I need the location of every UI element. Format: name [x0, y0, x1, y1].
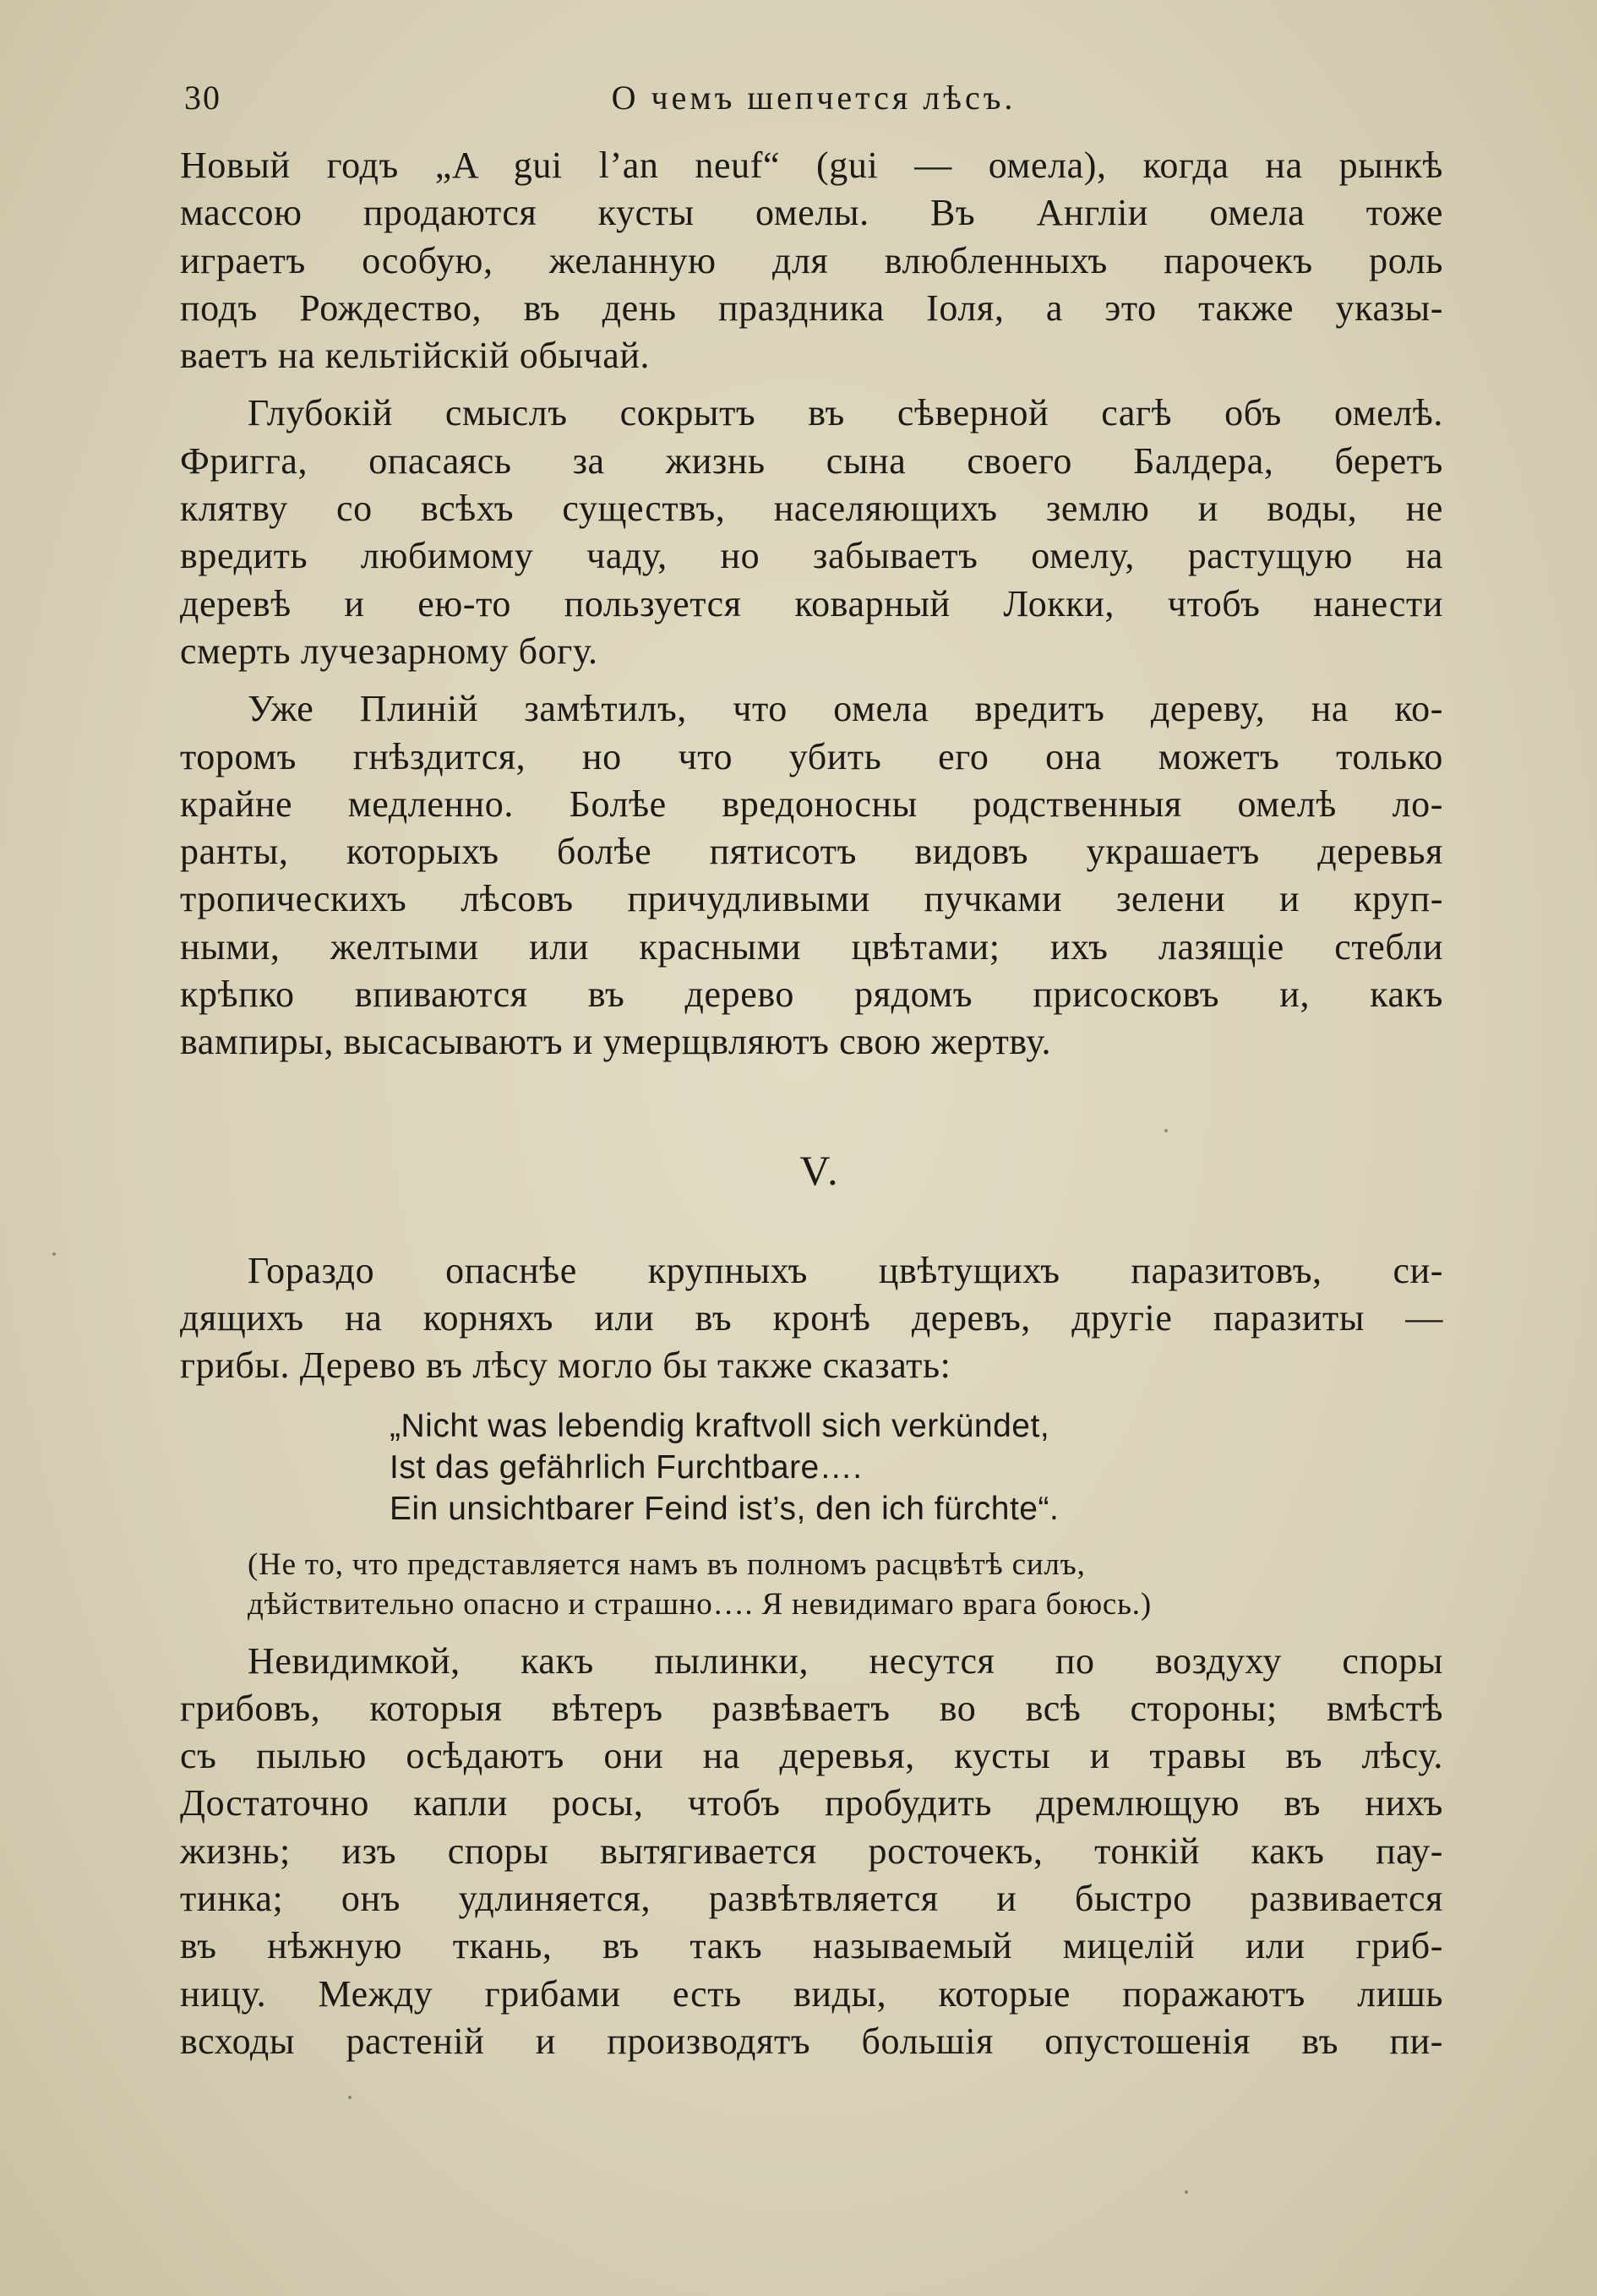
paragraph-northern-saga — [180, 390, 1443, 675]
text-line: съ пылью осѣдаютъ они на деревья, кусты и травы въ лѣсу. — [180, 1735, 1443, 1777]
running-title: О чемъ шепчется лѣсъ. — [611, 79, 1017, 117]
poem-line: „Nicht was lebendig kraftvoll sich verkündet, — [390, 1407, 1050, 1444]
text-line: Невидимкой, какъ пылинки, несутся по воздуху споры — [248, 1639, 1443, 1682]
paper-speck — [1164, 1129, 1168, 1132]
translation-line: (Не то, что представляется намъ въ полномъ расцвѣтѣ силъ, — [248, 1546, 1086, 1582]
body-text — [180, 142, 1443, 2065]
text-line: жизнь; изъ споры вытягивается росточекъ, тонкій какъ пау- — [180, 1830, 1443, 1872]
text-line: деревѣ и ею-то пользуется коварный Локки, чтобъ нанести — [180, 582, 1443, 624]
page-header — [184, 78, 1443, 128]
text-line: крайне медленно. Болѣе вредоносны родственныя омелѣ ло- — [180, 783, 1443, 825]
paper-speck — [1185, 2190, 1188, 2194]
text-line: подъ Рождество, въ день праздника Іоля, а это также указы- — [180, 286, 1443, 329]
paper-speck — [348, 2096, 352, 2099]
text-line: Глубокій смыслъ сокрытъ въ сѣверной сагѣ объ омелѣ. — [248, 392, 1443, 434]
page-number: 30 — [184, 79, 221, 117]
paragraph-fungi-intro — [180, 1247, 1443, 1390]
text-line: вредить любимому чаду, но забываетъ омелу, растущую на — [180, 535, 1443, 577]
text-line: грибовъ, которыя вѣтеръ развѣваетъ во всѣ стороны; вмѣстѣ — [180, 1687, 1443, 1729]
text-line: клятву со всѣхъ существъ, населяющихъ землю и воды, не — [180, 488, 1443, 530]
text-line: тропическихъ лѣсовъ причудливыми пучками зелени и круп- — [180, 878, 1443, 920]
text-line: смерть лучезарному богу. — [180, 630, 598, 672]
text-line: ранты, которыхъ болѣе пятисотъ видовъ украшаетъ деревья — [180, 831, 1443, 873]
poem-line: Ist das gefährlich Furchtbare…. — [390, 1448, 863, 1486]
paragraph-pliny-loranthus — [180, 685, 1443, 1066]
text-line: въ нѣжную ткань, въ такъ называемый мицелій или гриб- — [180, 1925, 1443, 1967]
paragraph-omela-new-year — [180, 142, 1443, 379]
translation-line: дѣйствительно опасно и страшно…. Я невидимаго врага боюсь.) — [248, 1586, 1152, 1622]
text-line: крѣпко впиваются въ дерево рядомъ присосковъ и, какъ — [180, 973, 1443, 1016]
text-line: Достаточно капли росы, чтобъ пробудить дремлющую въ нихъ — [180, 1782, 1443, 1824]
text-line: играетъ особую, желанную для влюбленныхъ парочекъ роль — [180, 239, 1443, 281]
text-line: массою продаются кусты омелы. Въ Англіи омела тоже — [180, 192, 1443, 234]
section-heading: V. — [799, 1146, 841, 1194]
text-line: дящихъ на корняхъ или въ кронѣ деревъ, другіе паразиты — — [180, 1296, 1443, 1339]
text-line: тинка; онъ удлиняется, развѣтвляется и быстро развивается — [180, 1878, 1443, 1920]
text-line: Фригга, опасаясь за жизнь сына своего Балдера, беретъ — [180, 439, 1443, 482]
text-line: Уже Плиній замѣтилъ, что омела вредитъ дереву, на ко- — [248, 688, 1443, 730]
text-line: ницу. Между грибами есть виды, которые поражаютъ лишь — [180, 1972, 1443, 2015]
poem-quote — [390, 1405, 1443, 1530]
text-line: грибы. Дерево въ лѣсу могло бы также сказать: — [180, 1344, 951, 1387]
text-line: ными, желтыми или красными цвѣтами; ихъ лазящіе стебли — [180, 925, 1443, 968]
text-line: Гораздо опаснѣе крупныхъ цвѣтущихъ паразитовъ, си- — [248, 1249, 1443, 1291]
poem-line: Ein unsichtbarer Feind ist’s, den ich fürchte“. — [390, 1490, 1060, 1527]
paper-speck — [52, 1252, 56, 1256]
poem-translation — [248, 1545, 1443, 1624]
text-line: торомъ гнѣздится, но что убить его она можетъ только — [180, 735, 1443, 777]
text-line: всходы растеній и производятъ большія опустошенія въ пи- — [180, 2020, 1443, 2062]
text-line: ваетъ на кельтійскій обычай. — [180, 335, 651, 377]
paragraph-fungal-spores — [180, 1638, 1443, 2066]
text-line: Новый годъ „A gui l’an neuf“ (gui — омела), когда на рынкѣ — [180, 145, 1443, 186]
text-line: вампиры, высасываютъ и умерщвляютъ свою жертву. — [180, 1021, 1052, 1063]
